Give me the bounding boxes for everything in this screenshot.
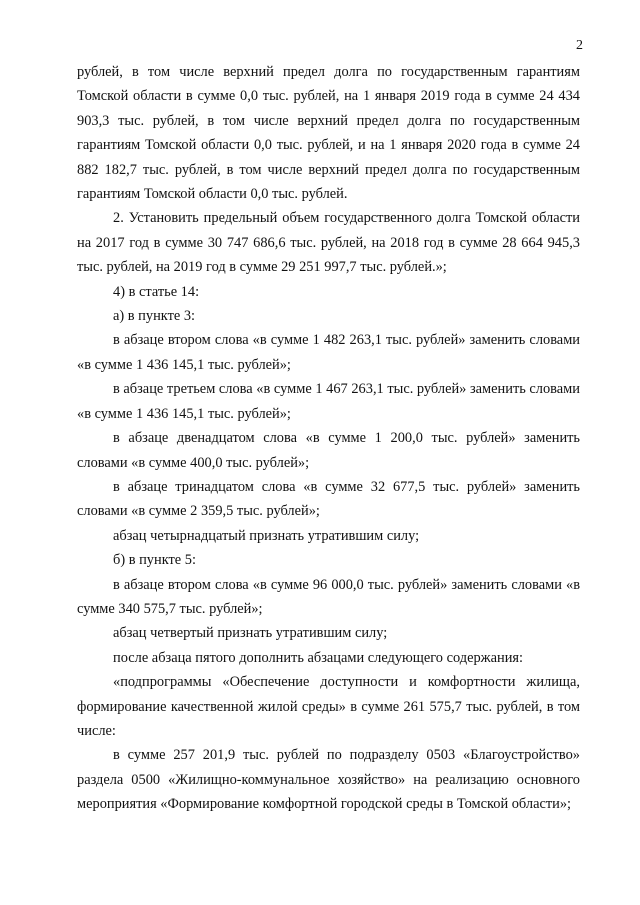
page-number: 2 [576, 38, 583, 53]
paragraph-13: после абзаца пятого дополнить абзацами следующего содержания: [113, 649, 524, 666]
paragraph-3: 4) в статье 14: [113, 283, 200, 300]
paragraph-7: в абзаце двенадцатом слова «в сумме 1 200,0 тыс. рублей» заменить словами «в сумме 400,0 тыс. рублей»; [77, 430, 580, 471]
paragraph-6: в абзаце третьем слова «в сумме 1 467 263,1 тыс. рублей» заменить словами «в сумме 1 436 145,1 тыс. рублей»; [77, 381, 580, 422]
paragraph-4: а) в пункте 3: [113, 308, 196, 325]
paragraph-12: абзац четвертый признать утратившим силу; [113, 625, 388, 642]
paragraph-9: абзац четырнадцатый признать утратившим силу; [113, 527, 420, 544]
document-body [77, 60, 580, 817]
paragraph-11: в абзаце втором слова «в сумме 96 000,0 тыс. рублей» заменить словами «в сумме 340 575,7 тыс. рублей»; [77, 576, 580, 617]
paragraph-15: в сумме 257 201,9 тыс. рублей по подразделу 0503 «Благоустройство» раздела 0500 «Жилищно-коммунальное хозяйство» на реализацию основного мероприятия «Формирование комфортной городской среды в Томской области»; [77, 747, 580, 813]
paragraph-5: в абзаце втором слова «в сумме 1 482 263,1 тыс. рублей» заменить словами «в сумме 1 436 145,1 тыс. рублей»; [77, 332, 580, 373]
paragraph-2: 2. Установить предельный объем государственного долга Томской области на 2017 год в сумме 30 747 686,6 тыс. рублей, на 2018 год в сумме 28 664 945,3 тыс. рублей, на 2019 год в сумме 29 251 997,7 тыс. рублей.»; [77, 210, 580, 276]
paragraph-10: б) в пункте 5: [113, 552, 196, 569]
paragraph-8: в абзаце тринадцатом слова «в сумме 32 677,5 тыс. рублей» заменить словами «в сумме 2 359,5 тыс. рублей»; [77, 478, 580, 520]
paragraph-1: рублей, в том числе верхний предел долга по государственным гарантиям Томской области в сумме 0,0 тыс. рублей, на 1 января 2019 года в сумме 24 434 903,3 тыс. рублей, в том числе верхний предел долга по государственным гарантиям Томской области 0,0 тыс. рублей, и на 1 января 2020 года в сумме 24 882 182,7 тыс. рублей, в том числе верхний предел долга по государственным гарантиям Томской области 0,0 тыс. рублей. [77, 64, 580, 203]
paragraph-14: «подпрограммы «Обеспечение доступности и комфортности жилища, формирование качественной жилой среды» в сумме 261 575,7 тыс. рублей, в том числе: [77, 674, 580, 739]
